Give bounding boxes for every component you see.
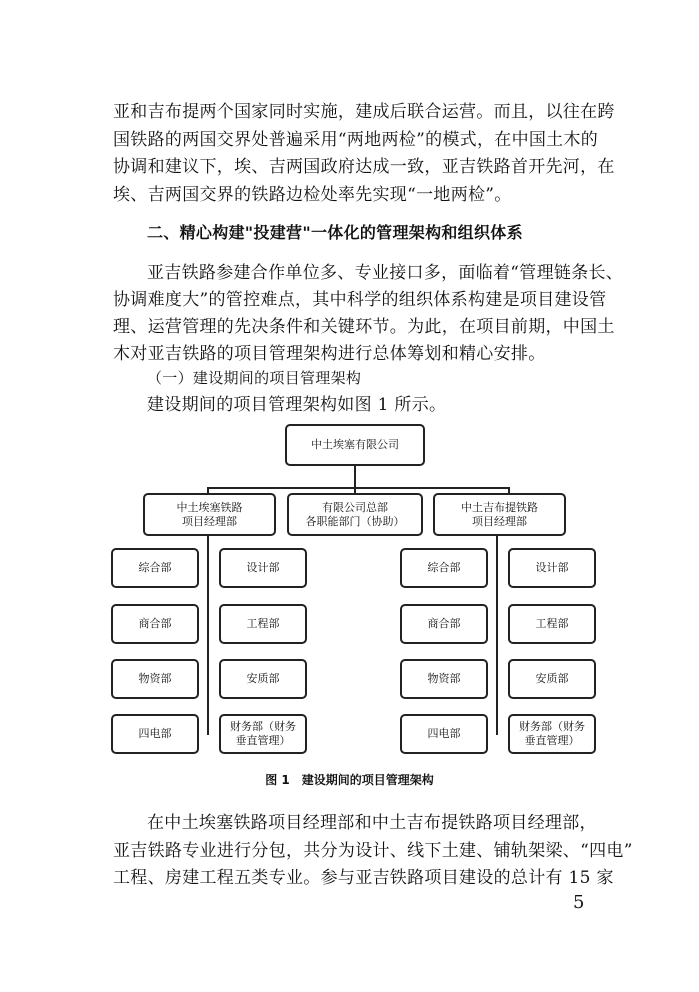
dept-label: 商合部: [427, 617, 461, 630]
left-dept-finance: [219, 714, 307, 754]
dept-label: 工程部: [535, 617, 569, 630]
left-dept-engineering: [219, 604, 307, 644]
finance-line-2: 垂直管理）: [524, 734, 580, 747]
right-dept-engineering: [508, 604, 596, 644]
dept-label: 设计部: [535, 561, 569, 574]
left-branch-line-1: 中土埃塞铁路: [176, 500, 243, 514]
figure-caption: 图 1 建设期间的项目管理架构: [265, 773, 434, 787]
connector-left-spine: [207, 535, 209, 735]
org-top-label: 中土埃塞有限公司: [311, 438, 399, 451]
section-heading: 二、精心构建"投建营"一体化的管理架构和组织体系: [147, 223, 523, 242]
page-number: 5: [573, 892, 585, 913]
paragraph2-line-2: 协调难度大”的管控难点，其中科学的组织体系构建是项目建设管: [113, 290, 607, 310]
left-dept-commerce: [111, 604, 199, 644]
right-branch-line-2: 项目经理部: [472, 514, 527, 528]
subheading: （一）建设期间的项目管理架构: [147, 369, 362, 387]
finance-line-1: 财务部（财务: [230, 720, 296, 733]
dept-label: 设计部: [246, 561, 280, 574]
dept-label: 综合部: [427, 561, 461, 574]
paragraph2-line-3: 理、运营管理的先决条件和关键环节。为此，在项目前期，中国土: [113, 317, 615, 337]
right-branch-line-1: 中土吉布提铁路: [461, 500, 538, 514]
dept-label: 物资部: [138, 672, 172, 685]
paragraph1-line-4: 埃、吉两国交界的铁路边检处率先实现“一地两检”。: [113, 185, 512, 205]
right-dept-finance: [508, 714, 596, 754]
right-dept-general: [400, 548, 488, 588]
dept-label: 物资部: [427, 672, 461, 685]
paragraph1-line-2: 国铁路的两国交界处普遍采用“两地两检”的模式，在中国土木的: [113, 130, 599, 150]
finance-line-1: 财务部（财务: [519, 720, 585, 733]
middle-branch-line-2: 各职能部门（协助）: [305, 514, 405, 528]
connector-right-spine: [496, 535, 498, 735]
org-right-branch-box: [433, 493, 566, 536]
paragraph2-line-4: 木对亚吉铁路的项目管理架构进行总体筹划和精心安排。: [113, 344, 546, 364]
left-dept-materials: [111, 659, 199, 699]
dept-label: 综合部: [138, 561, 172, 574]
paragraph1-line-1: 亚和吉布提两个国家同时实施，建成后联合运营。而且，以往在跨: [113, 102, 615, 122]
right-dept-safety-quality: [508, 659, 596, 699]
left-dept-four-electric: [111, 714, 199, 754]
dept-label: 安质部: [246, 672, 280, 685]
left-branch-line-2: 项目经理部: [182, 514, 237, 528]
connector-top-vertical: [354, 466, 356, 488]
connector-horizontal: [207, 487, 510, 489]
left-dept-safety-quality: [219, 659, 307, 699]
right-dept-materials: [400, 659, 488, 699]
right-dept-commerce: [400, 604, 488, 644]
figure-intro-line: 建设期间的项目管理架构如图 1 所示。: [147, 395, 447, 415]
paragraph3-line-2: 亚吉铁路专业进行分包，共分为设计、线下土建、铺轨架梁、“四电”: [113, 841, 633, 861]
dept-label: 四电部: [427, 727, 461, 740]
paragraph2-line-1: 亚吉铁路参建合作单位多、专业接口多，面临着“管理链条长、: [147, 263, 624, 283]
left-dept-general: [111, 548, 199, 588]
dept-label: 工程部: [246, 617, 280, 630]
dept-label: 安质部: [535, 672, 569, 685]
org-top-box: [285, 424, 425, 466]
finance-line-2: 垂直管理）: [235, 734, 291, 747]
left-dept-design: [219, 548, 307, 588]
dept-label: 四电部: [138, 727, 172, 740]
org-middle-branch-box: [287, 493, 423, 536]
middle-branch-line-1: 有限公司总部: [322, 500, 388, 514]
paragraph3-line-3: 工程、房建工程五类专业。参与亚吉铁路项目建设的总计有 15 家: [113, 868, 614, 888]
paragraph1-line-3: 协调和建议下，埃、吉两国政府达成一致，亚吉铁路首开先河，在: [113, 157, 615, 177]
dept-label: 商合部: [138, 617, 172, 630]
paragraph3-line-1: 在中土埃塞铁路项目经理部和中土吉布提铁路项目经理部，: [147, 813, 597, 833]
right-dept-design: [508, 548, 596, 588]
org-left-branch-box: [143, 493, 276, 536]
right-dept-four-electric: [400, 714, 488, 754]
